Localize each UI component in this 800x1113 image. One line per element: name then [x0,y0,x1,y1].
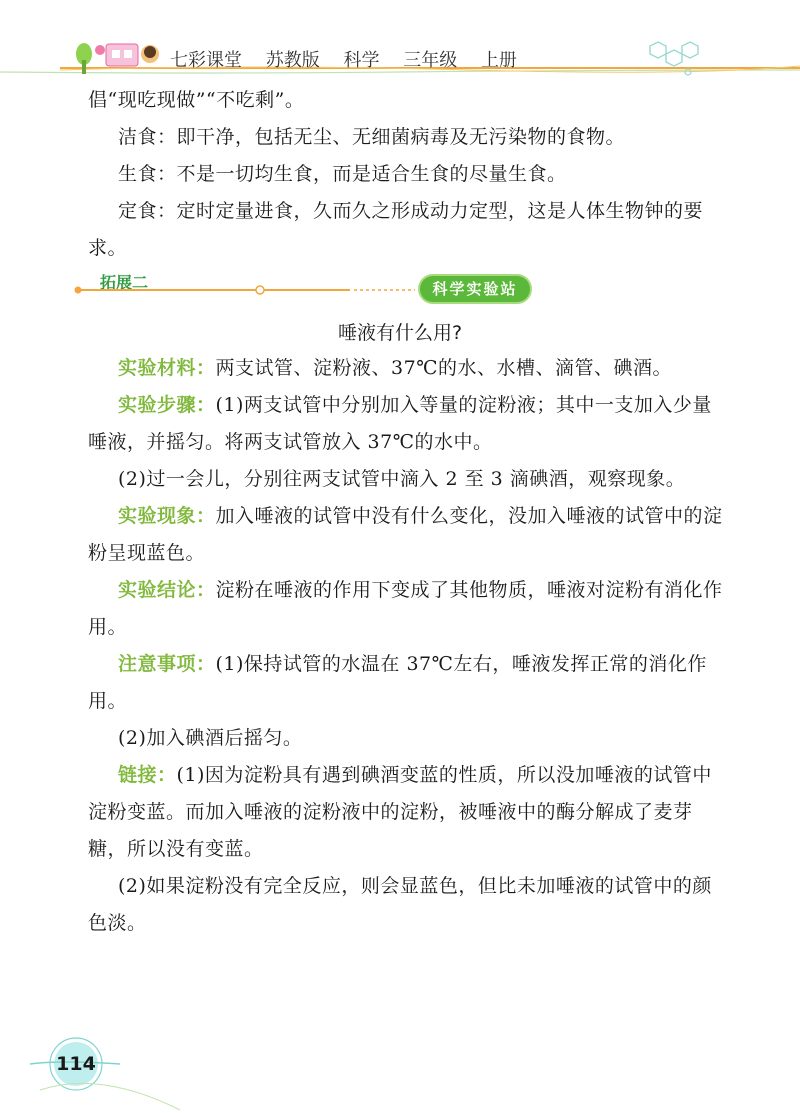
steps-text: (1)两支试管中分别加入等量的淀粉液；其中一支加入少量唾液，并摇匀。将两支试管放入 37℃的水中。 [88,394,712,453]
link-text: (1)因为淀粉具有遇到碘酒变蓝的性质，所以没加唾液的试管中淀粉变蓝。而加入唾液的淀粉液中的淀粉，被唾液中的酶分解成了麦芽糖，所以没有变蓝。 [88,764,712,860]
notes-2-paragraph: (2)加入碘酒后摇匀。 [118,727,303,749]
phenomenon-label: 实验现象： [118,505,216,527]
steps-label: 实验步骤： [118,394,216,416]
link-2-paragraph: (2)如果淀粉没有完全反应，则会显蓝色，但比未加唾液的试管中的颜色淡。 [88,875,712,934]
footer-decoration [0,1030,800,1113]
header-series: 七彩课堂 [170,50,242,71]
conclusion-text: 淀粉在唾液的作用下变成了其他物质，唾液对淀粉有消化作用。 [88,579,723,638]
page-number: 114 [56,1053,96,1075]
steps-2-paragraph: (2)过一会儿，分别往两支试管中滴入 2 至 3 滴碘酒，观察现象。 [118,468,686,490]
conclusion-label: 实验结论： [118,579,216,601]
materials-text: 两支试管、淀粉液、37℃的水、水槽、滴管、碘酒。 [215,357,672,379]
steps-paragraph [88,387,728,461]
phenomenon-paragraph [88,498,728,572]
header-volume: 上册 [480,50,517,71]
header-breadcrumb [170,46,535,72]
header-edition: 苏教版 [265,50,320,71]
intro-line-0: 倡“现吃现做”“不吃剩”。 [88,89,305,111]
notes-paragraph [88,646,728,720]
intro-timed-food: 定食：定时定量进食，久而久之形成动力定型，这是人体生物钟的要求。 [88,200,704,259]
page-header [0,0,800,80]
intro-raw-food: 生食：不是一切均生食，而是适合生食的尽量生食。 [118,163,567,185]
link-label: 链接： [118,764,177,786]
conclusion-paragraph [88,572,728,646]
extension-divider [70,284,430,300]
link-paragraph [88,757,728,868]
header-subject: 科学 [343,50,380,71]
experiment-title: 唾液有什么用? [337,322,463,344]
header-grade: 三年级 [403,50,458,71]
phenomenon-text: 加入唾液的试管中没有什么变化，没加入唾液的试管中的淀粉呈现蓝色。 [88,505,723,564]
science-lab-badge: 科学实验站 [420,276,530,302]
materials-paragraph [88,350,728,387]
notes-label: 注意事项： [118,653,216,675]
extension-title: 拓展二 [100,273,149,292]
series-logo-icon [72,40,162,76]
intro-clean-food: 洁食：即干净，包括无尘、无细菌病毒及无污染物的食物。 [118,126,626,148]
materials-label: 实验材料： [118,357,216,379]
notes-text: (1)保持试管的水温在 37℃左右，唾液发挥正常的消化作用。 [88,653,707,712]
